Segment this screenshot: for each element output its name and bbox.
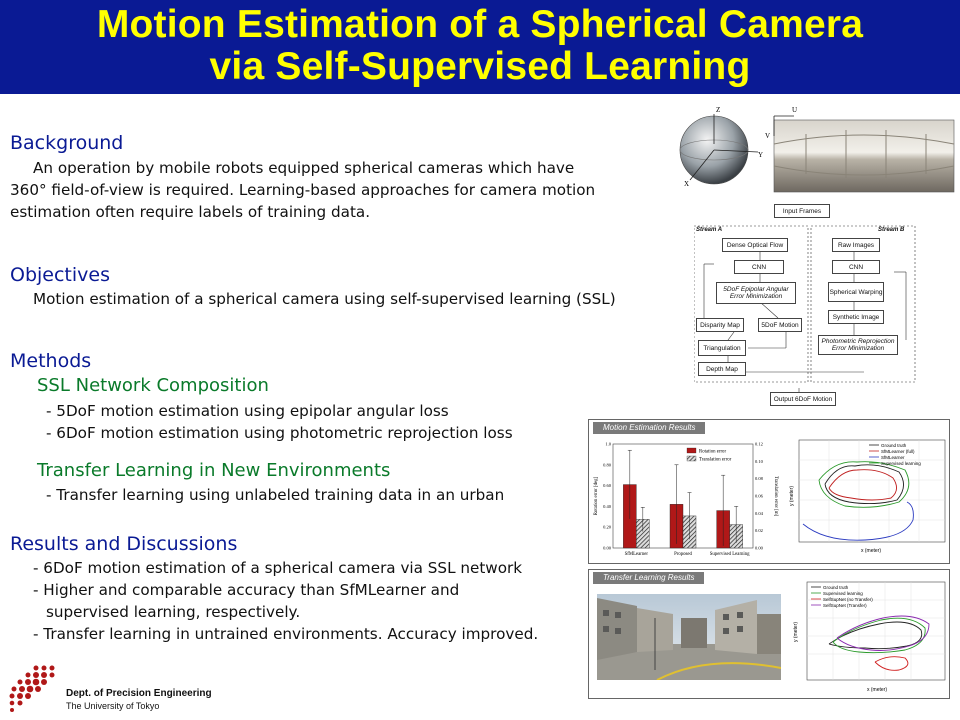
flow-dense-optical-flow: Dense Optical Flow — [722, 238, 788, 252]
y-axis-label-left: Rotation error [deg] — [594, 476, 599, 516]
legend-swatch — [687, 456, 696, 461]
spherical-camera-figure — [676, 104, 956, 196]
title-line-1: Motion Estimation of a Spherical Camera — [96, 3, 864, 46]
transfer-item-1: - Transfer learning using unlabeled training data in an urban — [46, 486, 505, 504]
traj-legend-1: Ground truth — [881, 443, 907, 448]
trajectory-plot — [785, 436, 949, 562]
legend-label: Translation error — [699, 457, 732, 463]
flow-disparity-map: Disparity Map — [696, 318, 744, 332]
motion-results-panel — [588, 419, 950, 564]
y-tick-right: 0.00 — [755, 545, 763, 551]
flow-cnn-a: CNN — [734, 260, 784, 274]
y-tick-right: 0.04 — [755, 510, 763, 516]
flow-5dof-motion: 5DoF Motion — [758, 318, 802, 332]
x-tick-label: SfMLearner — [624, 552, 649, 557]
footer-dept: Dept. of Precision Engineering — [66, 688, 212, 699]
error-bar-chart — [591, 436, 781, 562]
background-line-3: estimation often require labels of training data. — [10, 203, 371, 221]
motion-panel-title: Motion Estimation Results — [593, 422, 705, 434]
background-line-2: 360° field-of-view is required. Learning-based approaches for camera motion — [10, 181, 596, 199]
y-tick-left: 0.20 — [603, 524, 611, 530]
axis-x-label: X — [684, 180, 690, 188]
flow-spherical-warping: Spherical Warping — [828, 282, 884, 302]
y-axis-label-right: Translation error [m] — [773, 475, 778, 517]
traj-ylabel: y (meter) — [789, 486, 795, 506]
objectives-heading: Objectives — [10, 264, 110, 286]
results-item-2: - Higher and comparable accuracy than SfMLearner and — [33, 581, 460, 599]
stream-b-label: Stream B — [878, 227, 905, 233]
background-line-1: An operation by mobile robots equipped spherical cameras which have — [33, 159, 575, 177]
traj-legend-3: SfMLearner — [881, 455, 905, 460]
traj-xlabel: x (meter) — [861, 548, 881, 554]
urban-panorama-image — [597, 594, 781, 680]
y-tick-right: 0.06 — [755, 493, 763, 499]
flow-raw-images: Raw Images — [832, 238, 880, 252]
objectives-line: Motion estimation of a spherical camera using self-supervised learning (SSL) — [33, 290, 616, 308]
flow-input-frames: Input Frames — [774, 204, 830, 218]
ssl-item-2: - 6DoF motion estimation using photometric reprojection loss — [46, 424, 513, 442]
y-tick-right: 0.12 — [755, 441, 763, 447]
y-tick-left: 0.00 — [603, 545, 611, 551]
stream-a-label: Stream A — [696, 227, 723, 233]
ssl-heading: SSL Network Composition — [37, 375, 269, 396]
panorama-image — [774, 120, 954, 192]
transfer-legend-3: SelfSupNet (no Transfer) — [823, 597, 873, 602]
transfer-legend-1: Ground truth — [823, 585, 849, 590]
flow-cnn-b: CNN — [832, 260, 880, 274]
background-heading: Background — [10, 132, 124, 154]
results-item-3: supervised learning, respectively. — [46, 603, 301, 621]
x-tick-label: Proposed — [674, 552, 692, 557]
transfer-results-panel — [588, 569, 950, 699]
axis-u-label: U — [792, 106, 798, 114]
flow-photometric-error: Photometric Reprojection Error Minimization — [818, 335, 898, 355]
results-heading: Results and Discussions — [10, 533, 238, 555]
flow-triangulation: Triangulation — [698, 340, 746, 356]
flow-output-motion: Output 6DoF Motion — [770, 392, 836, 406]
results-item-4: - Transfer learning in untrained environments. Accuracy improved. — [33, 625, 539, 643]
results-item-1: - 6DoF motion estimation of a spherical camera via SSL network — [33, 559, 523, 577]
axis-v-label: V — [765, 132, 771, 140]
title-line-2: via Self-Supervised Learning — [209, 45, 751, 88]
traj-legend-2: SfMLearner (full) — [881, 449, 915, 454]
transfer-panel-title: Transfer Learning Results — [593, 572, 704, 584]
traj-legend-4: Supervised learning — [881, 461, 921, 466]
y-tick-right: 0.10 — [755, 458, 763, 464]
legend-swatch — [687, 448, 696, 453]
y-tick-right: 0.02 — [755, 528, 763, 534]
ssl-item-1: - 5DoF motion estimation using epipolar angular loss — [46, 402, 449, 420]
axis-y-label: Y — [758, 151, 764, 159]
transfer-xlabel: x (meter) — [867, 687, 887, 693]
methods-heading: Methods — [10, 350, 92, 372]
axis-z-label: Z — [716, 106, 721, 114]
university-logo — [6, 662, 62, 714]
y-tick-left: 0.60 — [603, 483, 611, 489]
y-tick-left: 0.80 — [603, 462, 611, 468]
y-tick-right: 0.08 — [755, 476, 763, 482]
flow-diagram — [694, 202, 916, 408]
transfer-legend-2: Supervised learning — [823, 591, 863, 596]
transfer-legend-4: SelfSupNet (Transfer) — [823, 603, 867, 608]
title-banner — [0, 0, 960, 94]
flow-depth-map: Depth Map — [698, 362, 746, 376]
transfer-heading: Transfer Learning in New Environments — [37, 460, 391, 481]
y-tick-left: 0.40 — [603, 503, 611, 509]
legend-label: Rotation error — [699, 449, 727, 455]
transfer-trajectory-plot — [789, 578, 949, 696]
x-tick-label: Supervised Learning — [709, 552, 750, 557]
y-tick-left: 1.0 — [605, 441, 611, 447]
transfer-ylabel: y (meter) — [793, 622, 799, 642]
flow-synthetic-image: Synthetic Image — [828, 310, 884, 324]
footer-univ: The University of Tokyo — [66, 701, 160, 711]
flow-epipolar-error: 5DoF Epipolar Angular Error Minimization — [716, 282, 796, 304]
